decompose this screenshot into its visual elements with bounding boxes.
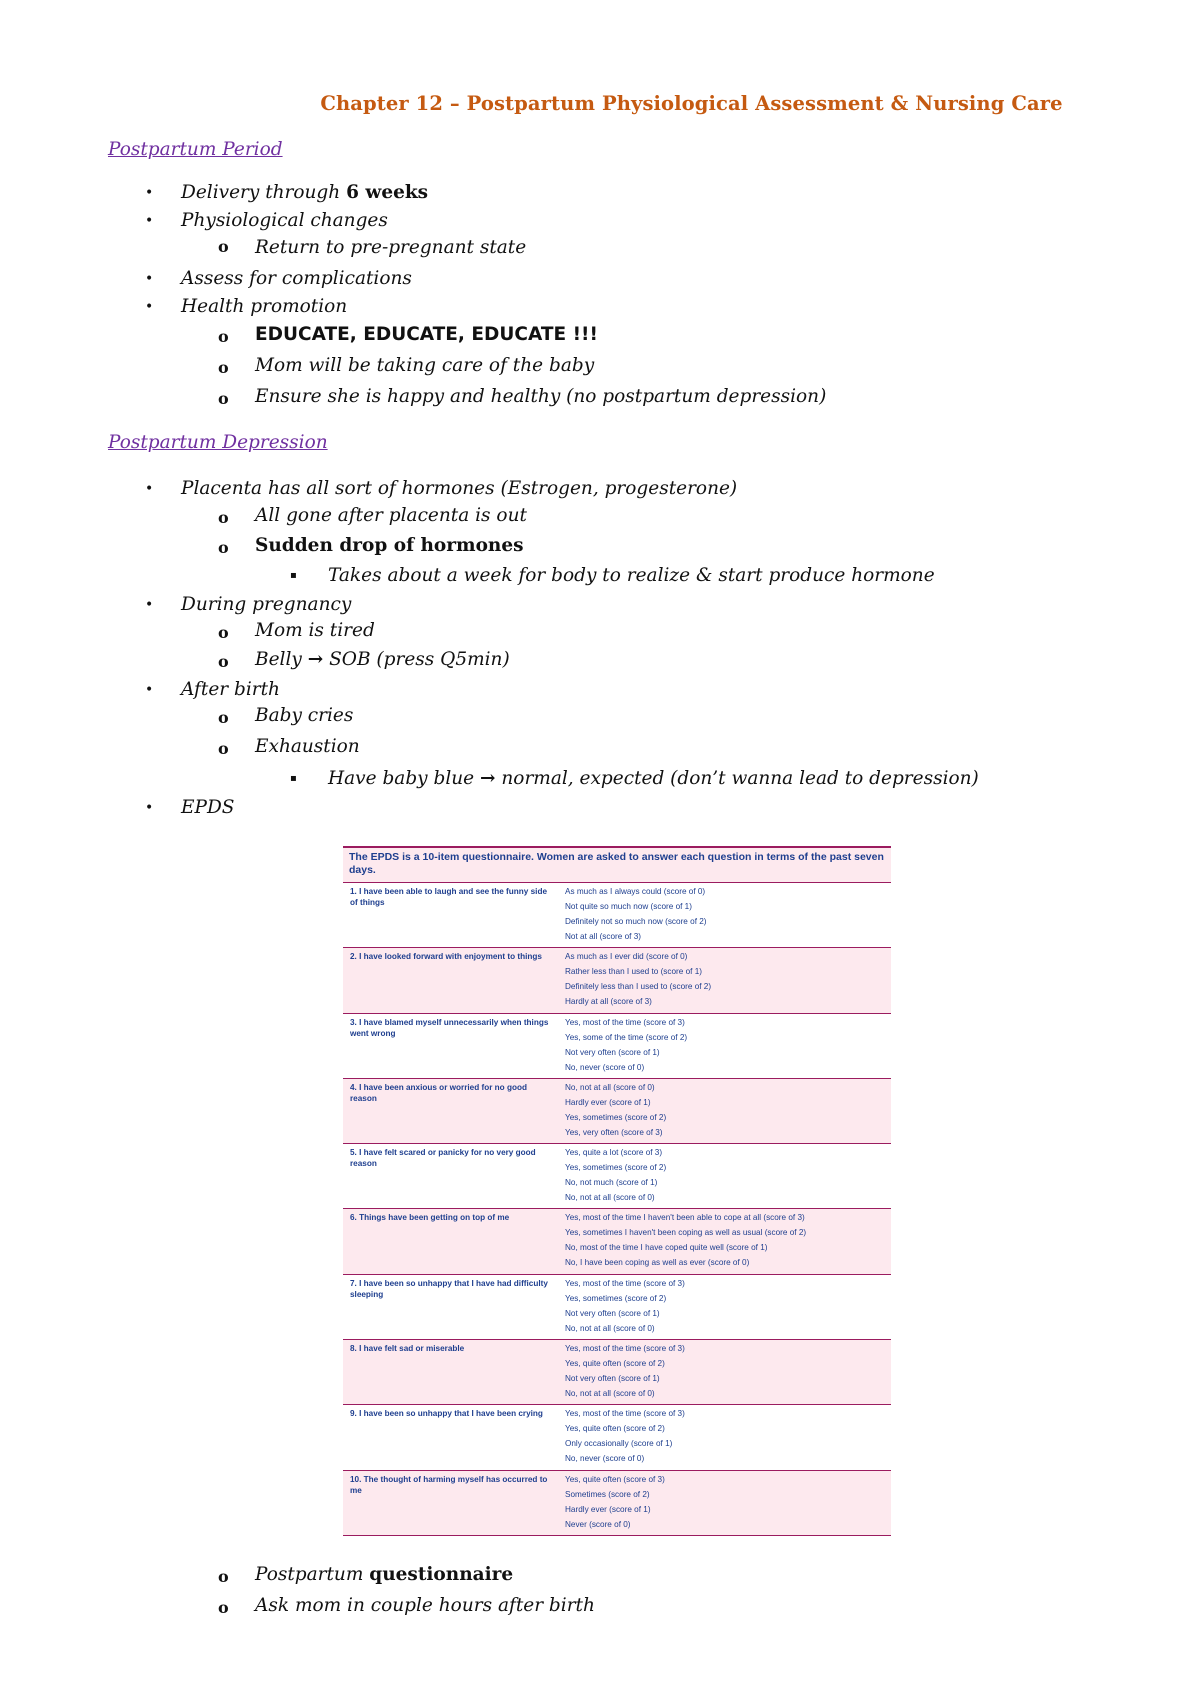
list-item: EDUCATE, EDUCATE, EDUCATE !!!	[255, 324, 598, 345]
epds-question: 8. I have felt sad or miserable	[350, 1344, 465, 1354]
epds-question: 10. The thought of harming myself has occurred to me	[350, 1474, 548, 1495]
list-item: Have baby blue → normal, expected (don’t wanna lead to depression)	[328, 768, 979, 789]
section-heading-postpartum-depression: Postpartum Depression	[108, 432, 328, 453]
epds-option: Yes, quite often (score of 2)	[565, 1424, 665, 1434]
list-item: Belly → SOB (press Q5min)	[255, 649, 510, 670]
epds-option: Yes, most of the time (score of 3)	[565, 1278, 685, 1288]
epds-option: Yes, most of the time I haven't been able to cope at all (score of 3)	[565, 1213, 805, 1223]
table-row	[343, 1014, 891, 1079]
sub-sub-bullet-icon: ▪	[290, 570, 297, 581]
list-item: Physiological changes	[181, 210, 388, 231]
page-title: Chapter 12 – Postpartum Physiological Assessment & Nursing Care	[320, 92, 1063, 115]
table-row	[343, 1405, 891, 1470]
epds-option: Not very often (score of 1)	[565, 1047, 660, 1057]
epds-question: 4. I have been anxious or worried for no good reason	[350, 1082, 527, 1103]
bullet-icon: •	[145, 800, 154, 816]
epds-question: 1. I have been able to laugh and see the funny side of things	[350, 887, 548, 907]
epds-options	[565, 1080, 885, 1140]
sub-bullet-icon: o	[218, 1598, 229, 1617]
epds-question: 5. I have felt scared or panicky for no very good reason	[350, 1148, 536, 1169]
epds-option: No, never (score of 0)	[565, 1454, 645, 1464]
arrow-right-icon: →	[480, 768, 496, 789]
epds-option: Sometimes (score of 2)	[565, 1489, 650, 1499]
epds-table	[343, 846, 891, 1538]
epds-option: Yes, most of the time (score of 3)	[565, 1344, 685, 1354]
sub-bullet-icon: o	[218, 358, 229, 377]
sub-bullet-icon: o	[218, 1567, 229, 1586]
epds-option: Yes, sometimes (score of 2)	[565, 1163, 667, 1173]
epds-option: Not at all (score of 3)	[565, 932, 641, 941]
list-item: Delivery through 6 weeks	[181, 182, 429, 203]
list-item: All gone after placenta is out	[255, 505, 527, 526]
epds-option: No, not at all (score of 0)	[565, 1389, 655, 1399]
epds-question: 7. I have been so unhappy that I have had difficulty sleeping	[350, 1278, 548, 1299]
epds-option: No, not at all (score of 0)	[565, 1193, 655, 1203]
list-item: Takes about a week for body to realize & start produce hormone	[328, 565, 935, 586]
epds-option: Not quite so much now (score of 1)	[565, 902, 692, 911]
epds-option: Definitely not so much now (score of 2)	[565, 917, 707, 926]
bullet-icon: •	[145, 299, 154, 315]
epds-option: As much as I always could (score of 0)	[565, 887, 706, 896]
epds-option: No, most of the time I have coped quite well (score of 1)	[565, 1243, 768, 1253]
bullet-icon: •	[145, 481, 154, 497]
epds-option: Yes, sometimes (score of 2)	[565, 1112, 667, 1122]
table-row	[343, 1209, 891, 1274]
list-item: Ensure she is happy and healthy (no postpartum depression)	[255, 386, 827, 407]
epds-option: Yes, quite often (score of 2)	[565, 1359, 665, 1369]
epds-option: Not very often (score of 1)	[565, 1308, 660, 1318]
epds-option: Yes, sometimes I haven't been coping as well as usual (score of 2)	[565, 1228, 807, 1238]
table-row	[343, 1340, 891, 1405]
epds-options	[565, 884, 885, 944]
sub-bullet-icon: o	[218, 389, 229, 408]
table-row	[343, 1275, 891, 1340]
list-item: After birth	[181, 679, 280, 700]
bullet-icon: •	[145, 185, 154, 201]
epds-option: No, I have been coping as well as ever (score of 0)	[565, 1258, 750, 1268]
bullet-icon: •	[145, 271, 154, 287]
epds-option: No, not at all (score of 0)	[565, 1082, 655, 1092]
table-row	[343, 1079, 891, 1144]
epds-question: 2. I have looked forward with enjoyment to things	[350, 952, 542, 962]
sub-bullet-icon: o	[218, 327, 229, 346]
list-item: Exhaustion	[255, 736, 360, 757]
sub-bullet-icon: o	[218, 708, 229, 727]
epds-option: Rather less than I used to (score of 1)	[565, 967, 702, 977]
epds-option: Hardly ever (score of 1)	[565, 1097, 651, 1107]
arrow-right-icon: →	[307, 649, 324, 670]
list-item: Sudden drop of hormones	[255, 535, 524, 556]
epds-options	[565, 1210, 885, 1270]
epds-option: As much as I ever did (score of 0)	[565, 952, 688, 962]
list-item: Return to pre-pregnant state	[255, 237, 527, 258]
epds-question: 9. I have been so unhappy that I have been crying	[350, 1409, 543, 1419]
epds-option: Hardly ever (score of 1)	[565, 1504, 651, 1514]
epds-option: Hardly at all (score of 3)	[565, 997, 652, 1007]
list-item: During pregnancy	[181, 594, 352, 615]
epds-question: 6. Things have been getting on top of me	[350, 1213, 510, 1223]
sub-sub-bullet-icon: ▪	[290, 773, 297, 784]
epds-option: Yes, sometimes (score of 2)	[565, 1293, 667, 1303]
epds-options	[565, 1276, 885, 1336]
epds-table-body	[343, 883, 891, 1536]
list-item: EPDS	[181, 797, 235, 818]
list-item: Postpartum questionnaire	[255, 1564, 514, 1585]
list-item: Placenta has all sort of hormones (Estrogen, progesterone)	[181, 478, 738, 499]
sub-bullet-icon: o	[218, 538, 229, 557]
table-row	[343, 883, 891, 948]
table-row	[343, 1471, 891, 1536]
epds-option: Definitely less than I used to (score of 2)	[565, 982, 712, 992]
list-item: Mom is tired	[255, 620, 375, 641]
epds-option: Yes, quite a lot (score of 3)	[565, 1148, 663, 1158]
sub-bullet-icon: o	[218, 739, 229, 758]
epds-options	[565, 1341, 885, 1401]
section-heading-postpartum-period: Postpartum Period	[108, 139, 283, 160]
epds-option: Only occasionally (score of 1)	[565, 1439, 673, 1449]
list-item: Mom will be taking care of the baby	[255, 355, 595, 376]
epds-option: Yes, most of the time (score of 3)	[565, 1409, 685, 1419]
epds-option: Yes, most of the time (score of 3)	[565, 1017, 685, 1027]
epds-options	[565, 1015, 885, 1075]
epds-options	[565, 1406, 885, 1466]
table-row	[343, 1144, 891, 1209]
epds-option: No, not at all (score of 0)	[565, 1323, 655, 1333]
bullet-icon: •	[145, 213, 154, 229]
bullet-icon: •	[145, 682, 154, 698]
list-item: Baby cries	[255, 705, 354, 726]
list-item: Ask mom in couple hours after birth	[255, 1595, 595, 1616]
list-item: Assess for complications	[181, 268, 412, 289]
list-item: Health promotion	[181, 296, 348, 317]
epds-options	[565, 1145, 885, 1205]
epds-options	[565, 1472, 885, 1532]
bullet-icon: •	[145, 597, 154, 613]
sub-bullet-icon: o	[218, 508, 229, 527]
epds-table-header: The EPDS is a 10-item questionnaire. Women are asked to answer each question in terms of the past seven days.	[343, 846, 891, 883]
epds-option: Yes, some of the time (score of 2)	[565, 1032, 688, 1042]
epds-option: Yes, very often (score of 3)	[565, 1127, 663, 1137]
table-row	[343, 948, 891, 1013]
sub-bullet-icon: o	[218, 623, 229, 642]
epds-option: No, never (score of 0)	[565, 1062, 645, 1072]
epds-option: Yes, quite often (score of 3)	[565, 1474, 665, 1484]
epds-option: No, not much (score of 1)	[565, 1178, 658, 1188]
epds-question: 3. I have blamed myself unnecessarily when things went wrong	[350, 1017, 549, 1038]
sub-bullet-icon: o	[218, 652, 229, 671]
epds-option: Never (score of 0)	[565, 1519, 631, 1529]
epds-options	[565, 949, 885, 1009]
sub-bullet-icon: o	[218, 237, 229, 256]
epds-option: Not very often (score of 1)	[565, 1374, 660, 1384]
